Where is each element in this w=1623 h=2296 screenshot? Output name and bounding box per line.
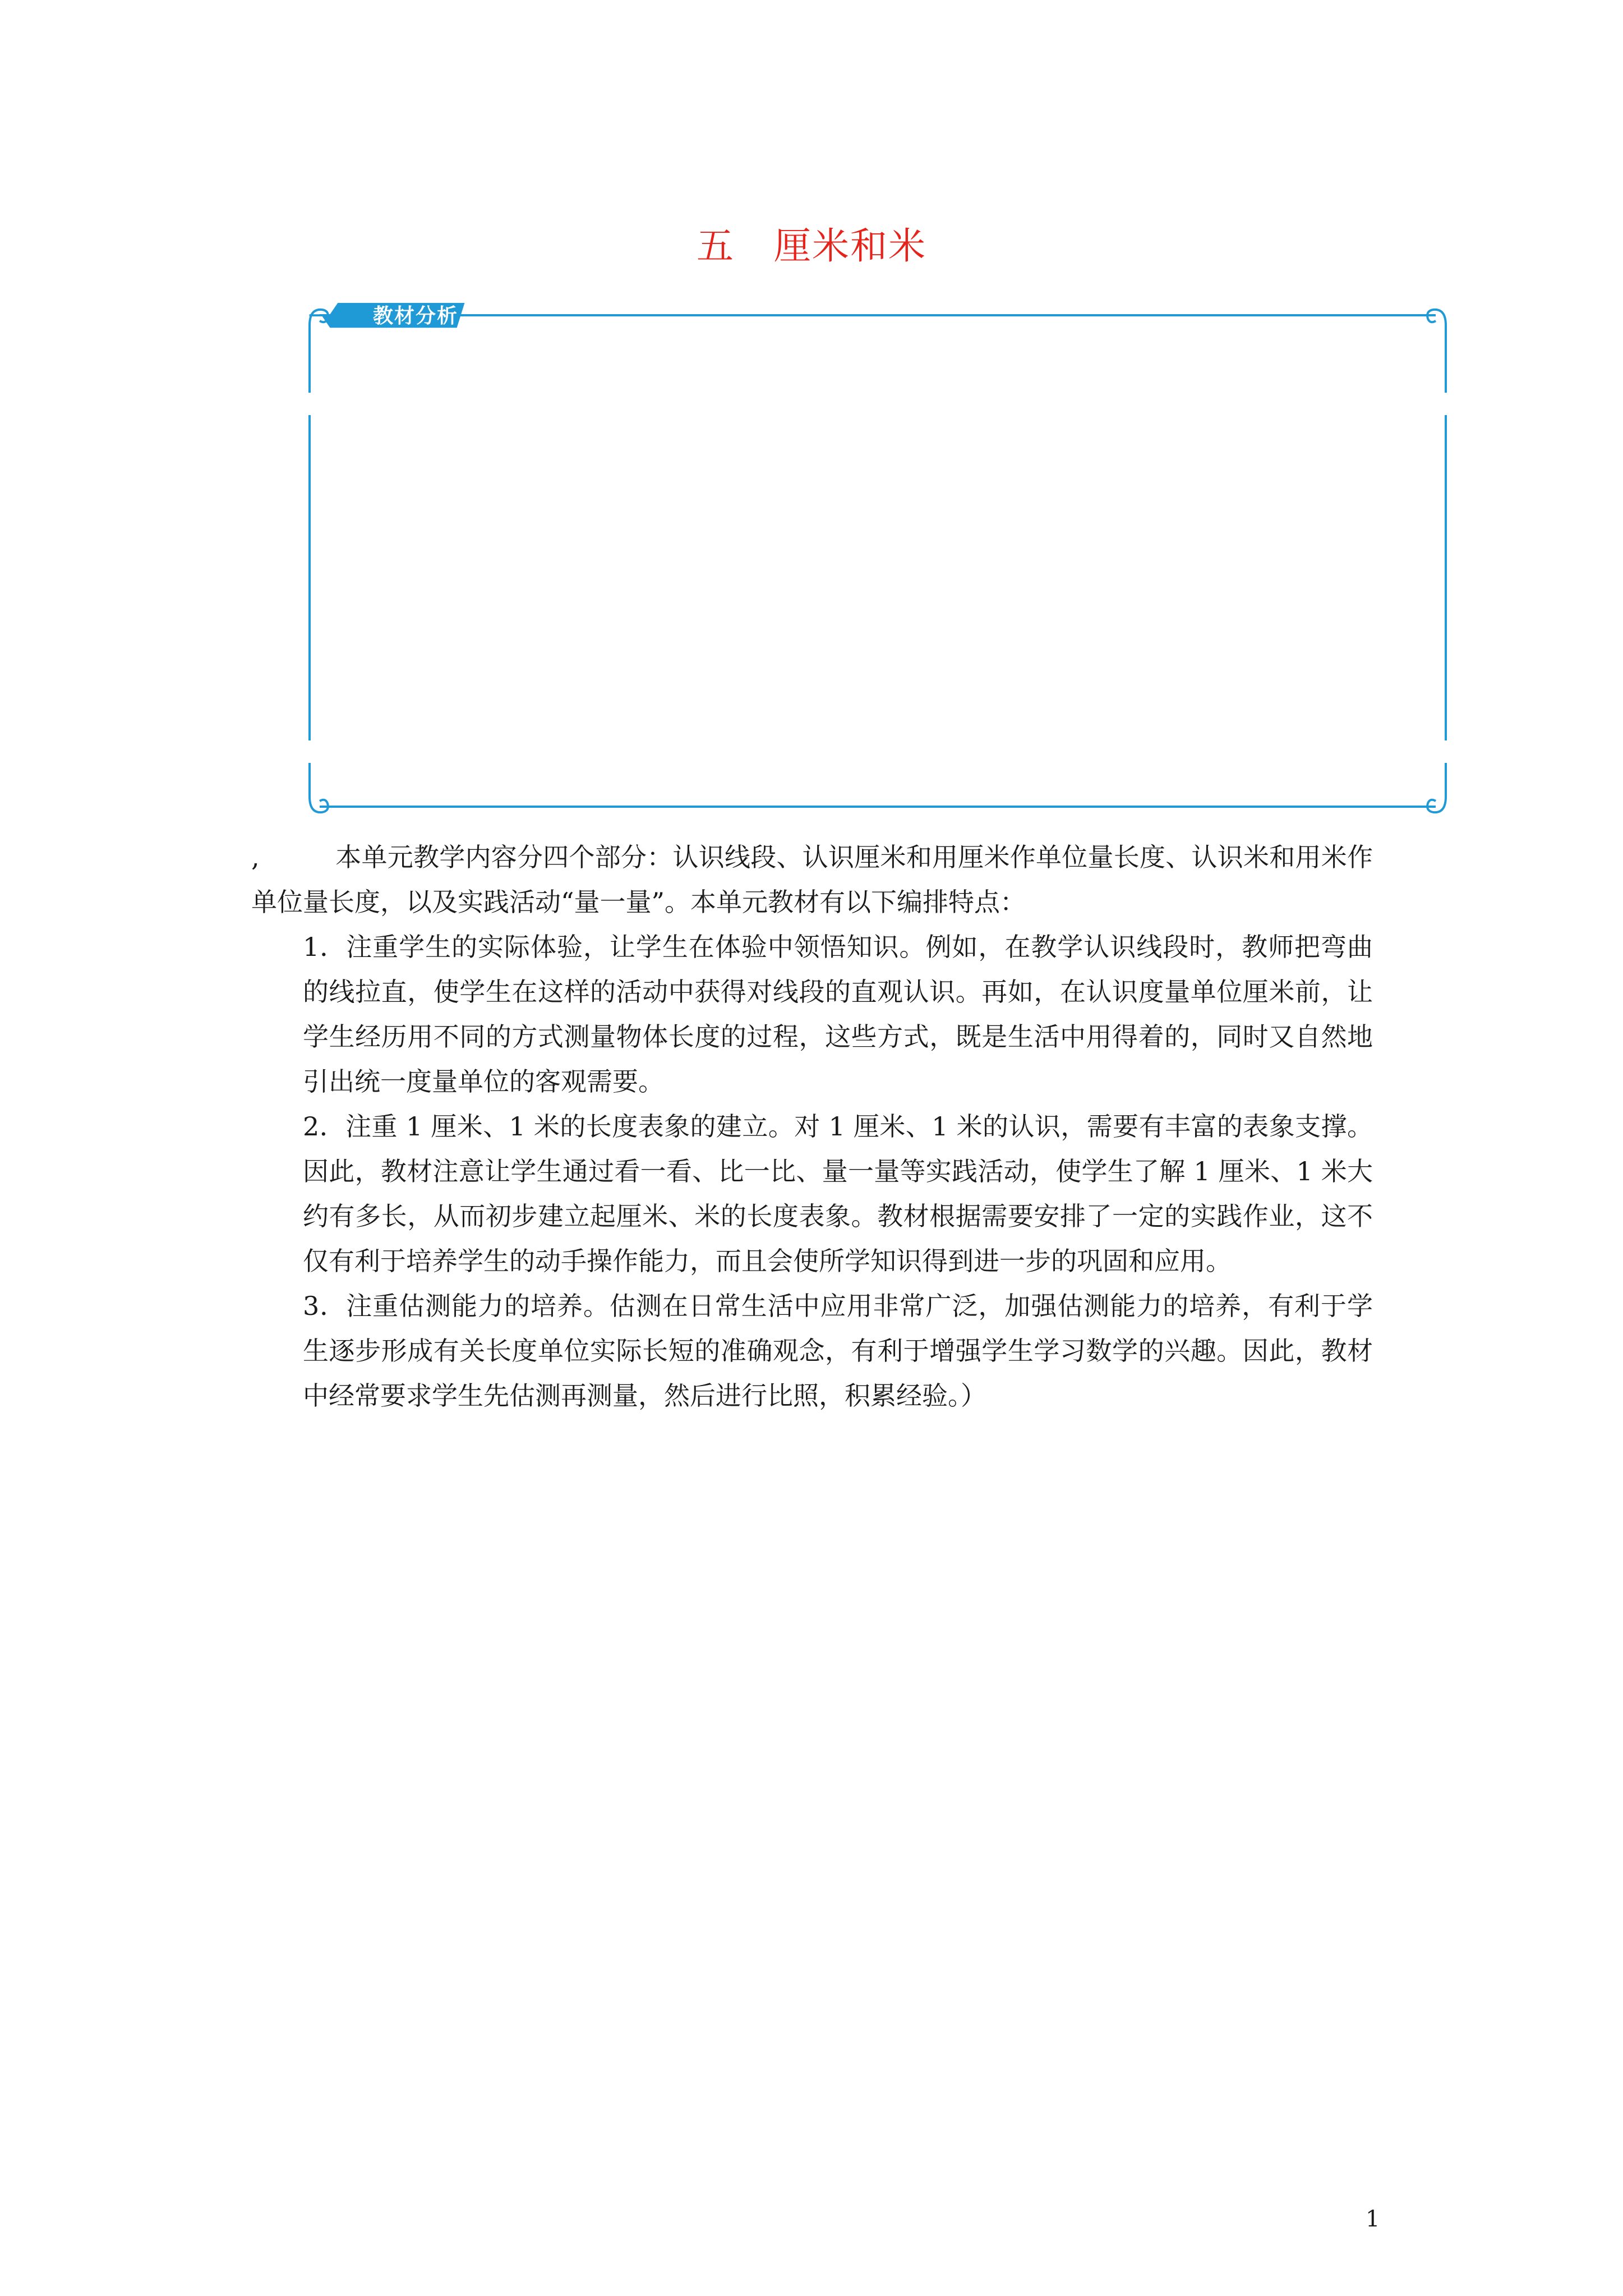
intro-paragraph (251, 835, 1373, 924)
section-frame (303, 303, 1453, 819)
page-number: 1 (1366, 2206, 1380, 2232)
chapter-number: 五 (697, 224, 735, 268)
page-title (0, 216, 1623, 269)
section-tag: 教材分析 (373, 305, 459, 328)
lead-comma: , (251, 842, 260, 872)
point-3: 3．注重估测能力的培养。估测在日常生活中应用非常广泛，加强估测能力的培养，有利于学生逐步形成有关长度单位实际长短的准确观念，有利于增强学生学习数学的兴趣。因此，教材中经常要求学生先估测再测量，然后进行比照，积累经验。） (303, 1291, 1373, 1411)
point-2: 2．注重 1 厘米、1 米的长度表象的建立。对 1 厘米、1 米的认识，需要有丰富的表象支撑。因此，教材注意让学生通过看一看、比一比、量一量等实践活动，使学生了解 1 厘米、1 米大约有多长，从而初步建立起厘米、米的长度表象。教材根据需要安排了一定的实践作业，这不仅有利于培养学生的动手操作能力，而且会使所学知识得到进一步的巩固和应用。 (303, 1111, 1373, 1276)
frame-border (303, 303, 1453, 819)
body-text (251, 835, 1373, 1418)
chapter-title: 厘米和米 (774, 224, 926, 268)
intro-text: 本单元教学内容分四个部分：认识线段、认识厘米和用厘米作单位量长度、认识米和用米作单位量长度，以及实践活动“量一量”。本单元教材有以下编排特点： (251, 842, 1373, 917)
point-1: 1．注重学生的实际体验，让学生在体验中领悟知识。例如，在教学认识线段时，教师把弯曲的线拉直，使学生在这样的活动中获得对线段的直观认识。再如，在认识度量单位厘米前，让学生经历用不同的方式测量物体长度的过程，这些方式，既是生活中用得着的，同时又自然地引出统一度量单位的客观需要。 (303, 932, 1373, 1097)
